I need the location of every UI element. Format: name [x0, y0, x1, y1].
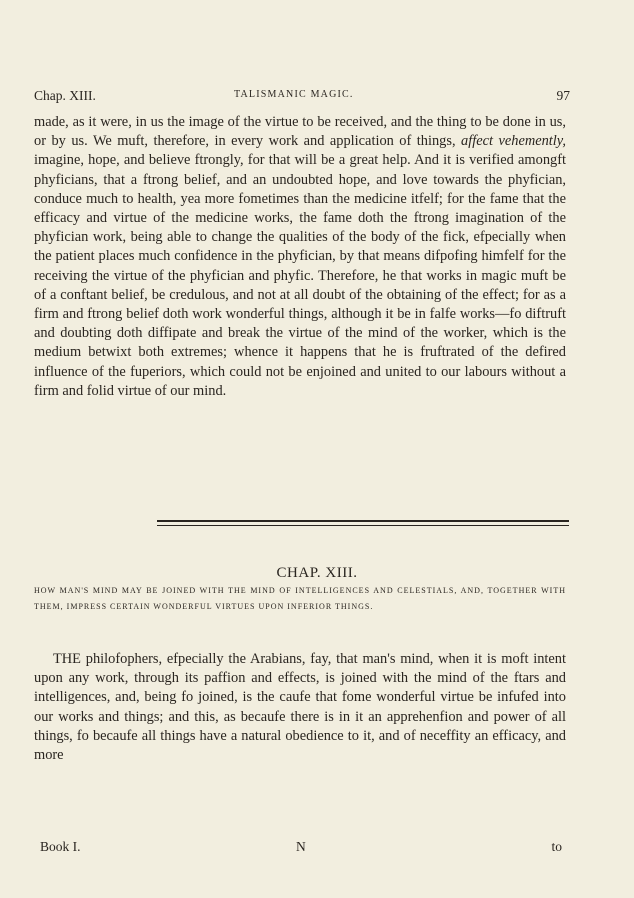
footer-catchword: to: [551, 839, 562, 854]
section-rule-thin: [157, 525, 569, 526]
paragraph1-italic: affect vehemently,: [461, 133, 566, 150]
page-number: 97: [556, 88, 570, 103]
chapter-subtitle: HOW MAN'S MIND MAY BE JOINED WITH THE MIND OF INTELLIGENCES AND CELESTIALS, AND, TOGETHER WITH THEM, IMPRESS CERTAIN WONDERFUL VIRTUES UPON INFERIOR THINGS.: [34, 586, 566, 611]
header-running-title: TALISMANIC MAGIC.: [234, 89, 354, 100]
footer-signature-mark: N: [296, 839, 306, 854]
paragraph1-text-b: imagine, hope, and believe ftrongly, for that will be a great help. And it is verified amongft phyficians, that a ftrong belief, and an undoubted hope, and love towards the phyfician, conduce much to health, yea more fometimes than the medicine itfelf; for the fame that the efficacy and virtue of the medicine works, the fame doth the ftrong imagination of the phyfician work, being able to change the qualities of the body of the fick, efpecially when the patient places much confidence in the phyfician, by that means difpofing himfelf for the receiving the virtue of the phyfician and phyfic. Therefore, he that works in magic muft be of a conftant belief, be credulous, and not at all doubt of the obtaining of the effect; for as a firm and ftrong belief doth work wonderful things, although it be in falfe works—fo diftruft and doubting doth diffipate and break the virtue of the mind of the worker, which is the medium betwixt both extremes; whence it happens that he is fruftrated of the defired influence of the fuperiors, which could not be enjoined and united to our labours without a firm and folid virtue of our mind.: [34, 152, 566, 399]
header-chapter: Chap. XIII.: [34, 88, 96, 103]
footer-signature: Book I.: [40, 839, 81, 854]
chapter-heading: CHAP. XIII.: [276, 565, 358, 581]
paragraph1-text-a: made, as it were, in us the image of the virtue to be received, and the thing to be done in us, or by us. We muft, therefore, in every work and application of things,: [34, 114, 566, 150]
chapter-opening-paragraph: THE philofophers, efpecially the Arabians, fay, that man's mind, when it is moft intent upon any work, through its paffion and effects, is joined with the mind of the ftars and intelligences, and, being fo joined, is the caufe that fome wonderful virtue be infufed into our works and things; and this, as becaufe there is in it an apprehenfion and power of all things, fo becaufe all things have a natural obedience to it, and of neceffity an efficacy, and more: [34, 651, 566, 764]
running-header: [34, 88, 570, 108]
page-footer: [34, 839, 566, 857]
section-rule-thick: [157, 520, 569, 522]
paragraph-continued: [34, 113, 566, 401]
